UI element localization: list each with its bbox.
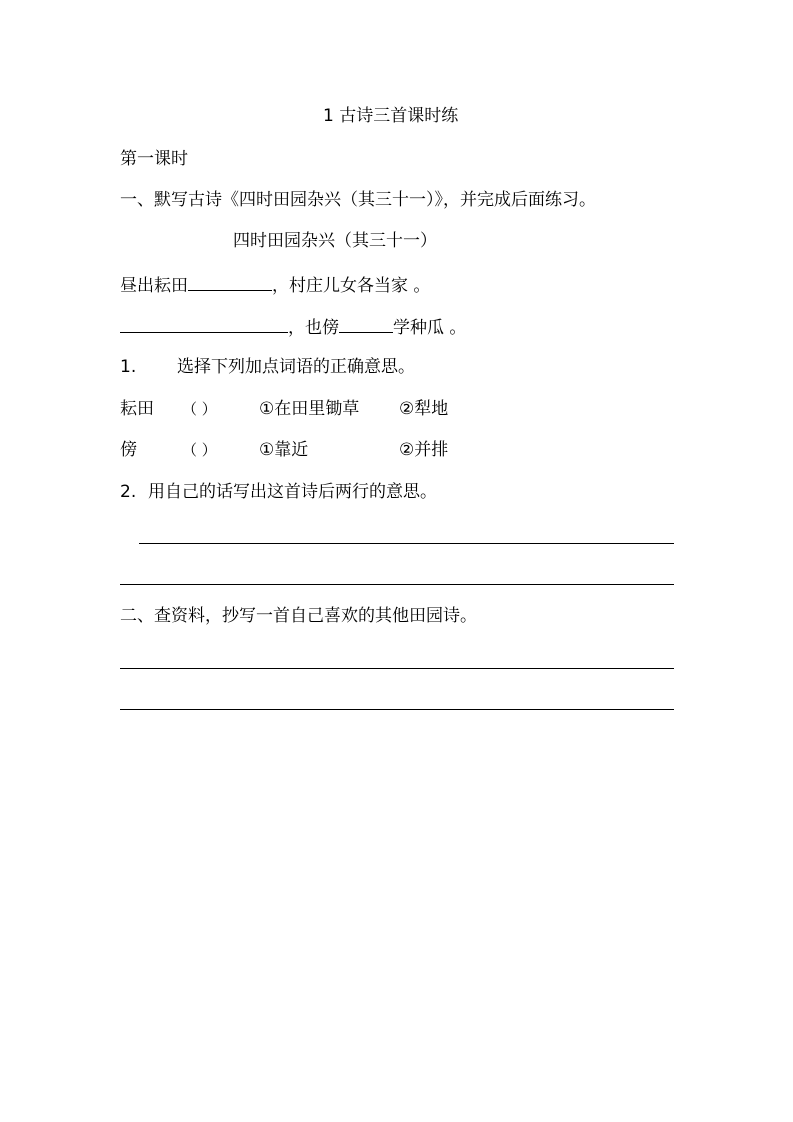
lesson-label: 第一课时 bbox=[120, 149, 188, 169]
poem-line-1-end: ，村庄儿女各当家 。 bbox=[272, 276, 431, 296]
poem-line-1-start: 昼出耘田 bbox=[120, 276, 188, 296]
question-2-number: 2. bbox=[120, 482, 137, 502]
choice-option-1a: ①在田里锄草 bbox=[259, 399, 360, 419]
poem-line-1 bbox=[120, 273, 430, 296]
worksheet-title: 1 古诗三首课时练 bbox=[323, 106, 459, 126]
poem-blank-2[interactable] bbox=[120, 315, 288, 333]
section2-instruction: 二、查资料，抄写一首自己喜欢的其他田园诗。 bbox=[120, 606, 477, 626]
choice-answer-paren-1[interactable]: （ ） bbox=[182, 400, 217, 418]
question-1-text: 选择下列加点词语的正确意思。 bbox=[177, 357, 415, 377]
choice-word-1: 耘田 bbox=[120, 399, 154, 419]
poem-blank-1[interactable] bbox=[188, 273, 272, 291]
choice-option-1b: ②犁地 bbox=[399, 399, 449, 419]
choice-option-2b: ②并排 bbox=[399, 440, 449, 460]
poem-title: 四时田园杂兴（其三十一） bbox=[233, 231, 437, 251]
answer-line-s2-2[interactable] bbox=[120, 709, 674, 710]
choice-option-2a: ①靠近 bbox=[259, 440, 309, 460]
poem-line-2 bbox=[120, 315, 466, 338]
choice-word-2: 傍 bbox=[120, 440, 137, 460]
question-2-text: 用自己的话写出这首诗后两行的意思。 bbox=[148, 482, 437, 502]
poem-line-2-end: 学种瓜 。 bbox=[393, 318, 467, 338]
poem-blank-3[interactable] bbox=[339, 315, 393, 333]
question-1-number: 1. bbox=[120, 357, 137, 377]
answer-line-s2-1[interactable] bbox=[120, 668, 674, 669]
answer-line-q2-1[interactable] bbox=[139, 543, 674, 544]
section1-instruction: 一、默写古诗《四时田园杂兴（其三十一）》，并完成后面练习。 bbox=[120, 190, 596, 210]
poem-line-2-mid: ，也傍 bbox=[288, 318, 339, 338]
answer-line-q2-2[interactable] bbox=[120, 584, 674, 585]
choice-answer-paren-2[interactable]: （ ） bbox=[182, 441, 217, 459]
